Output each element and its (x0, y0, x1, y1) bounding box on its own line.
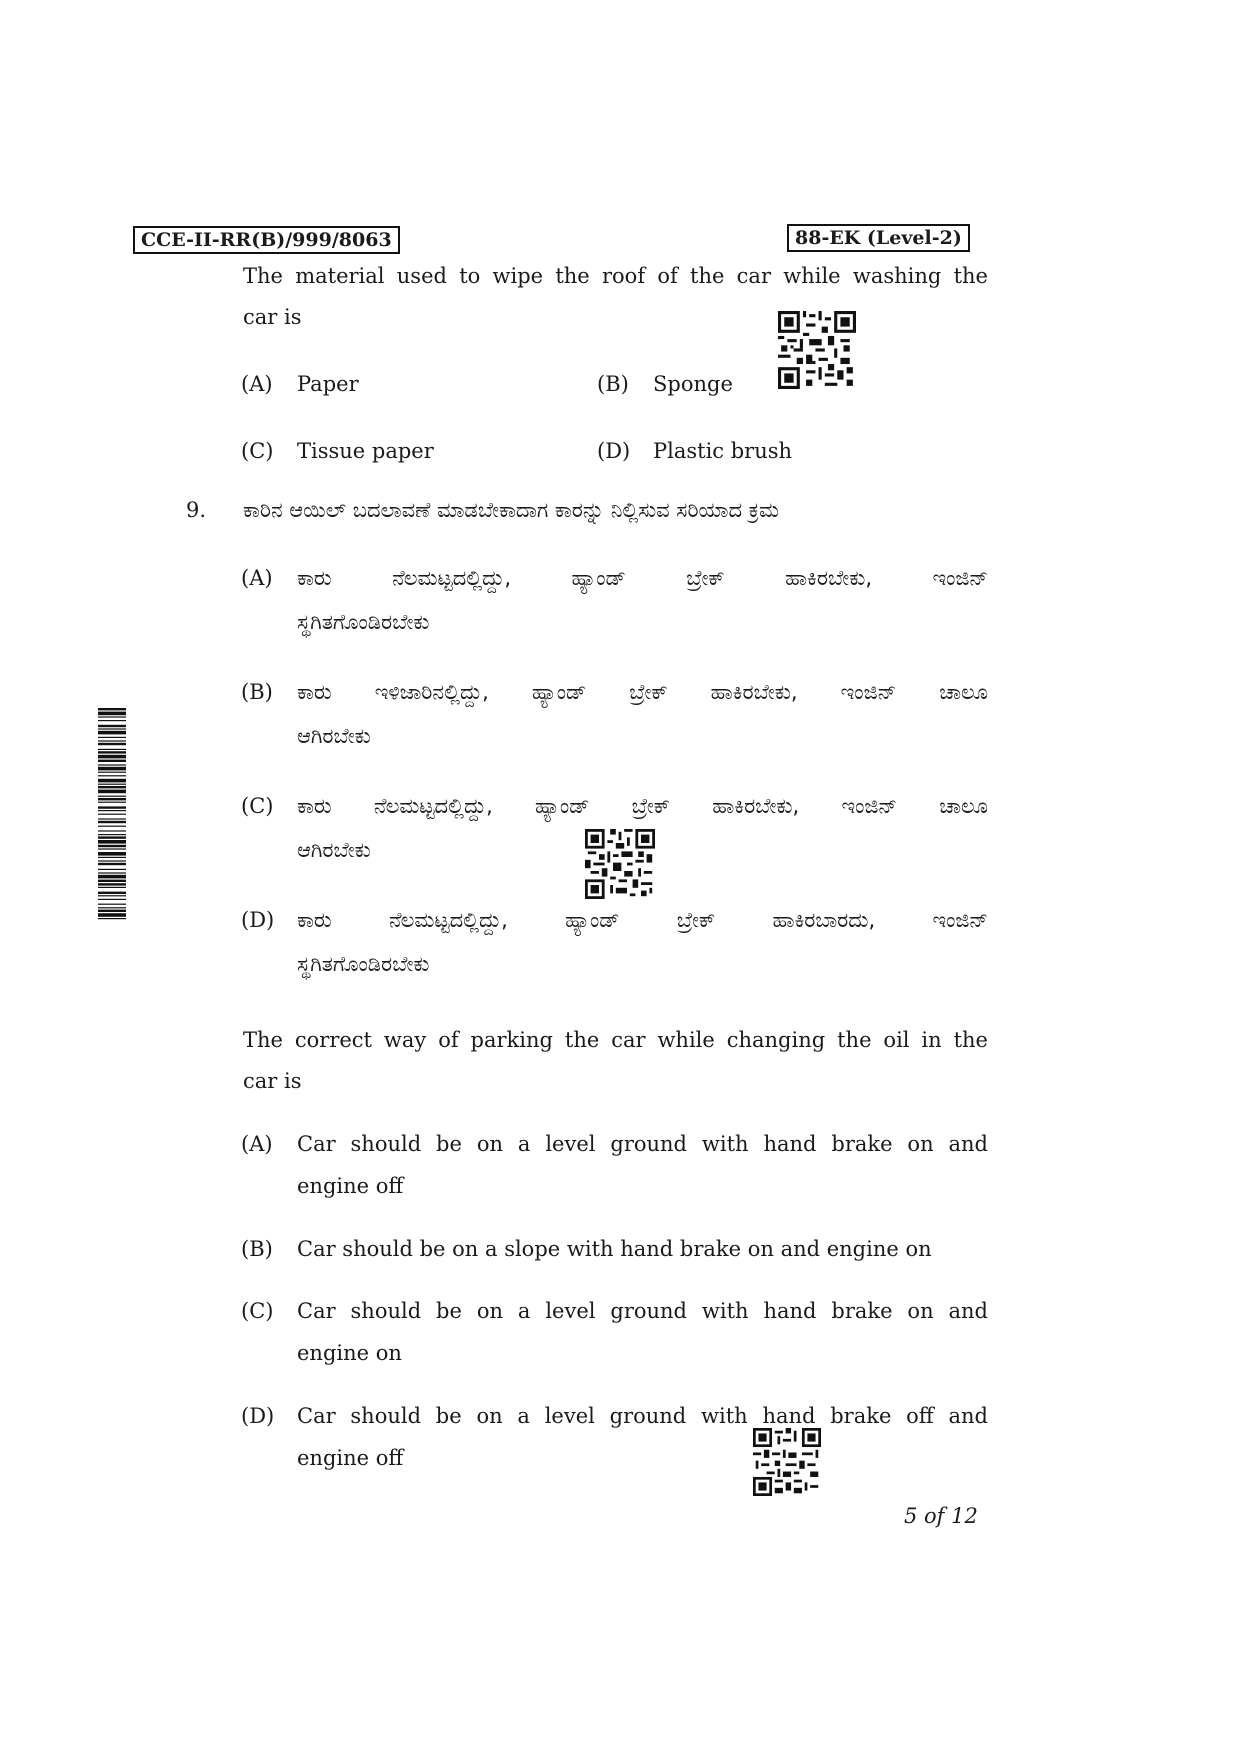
barcode-bar (98, 749, 126, 750)
q9-en-option-a-label: (A) (241, 1132, 273, 1156)
barcode-bar (98, 790, 126, 794)
q9-kn-option-c-label: (C) (241, 794, 274, 818)
barcode-bar (98, 834, 126, 835)
barcode-bar (98, 796, 126, 797)
q8-option-b-label: (B) (597, 372, 629, 396)
barcode-bar (98, 806, 126, 808)
q9-en-option-b-line1: Car should be on a slope with hand brake on and engine on (297, 1237, 932, 1261)
barcode-bar (98, 720, 126, 721)
qr-code-icon (585, 829, 655, 899)
barcode-bar (98, 802, 126, 803)
barcode-bar (98, 798, 126, 800)
barcode-bar (98, 755, 126, 759)
q9-en-option-d-line1: Car should be on a level ground with hand brake off and (297, 1404, 988, 1428)
barcode-bar (98, 899, 126, 900)
barcode-bar (98, 708, 126, 710)
q9-kn-option-a-line1: ಕಾರು ನೆಲಮಟ್ಟದಲ್ಲಿದ್ದು, ಹ್ಯಾಂಡ್ ಬ್ರೇಕ್ ಹಾಕಿರಬೇಕು, ಇಂಜಿನ್ (297, 566, 988, 590)
q8-stem-line2: car is (243, 305, 302, 329)
barcode-icon (98, 708, 126, 1106)
barcode-bar (98, 751, 126, 753)
barcode-bar (98, 728, 126, 729)
q9-en-option-b-label: (B) (241, 1237, 273, 1261)
barcode-bar (98, 821, 126, 823)
barcode-bar (98, 892, 126, 894)
barcode-bar (98, 845, 126, 847)
q9-kn-option-d-label: (D) (241, 908, 275, 932)
q9-english-stem-line2: car is (243, 1069, 302, 1093)
qr-code-icon (778, 311, 856, 389)
barcode-bar (98, 810, 126, 811)
barcode-bar (98, 814, 126, 815)
barcode-bar (98, 716, 126, 717)
q9-kn-option-d-line1: ಕಾರು ನೆಲಮಟ್ಟದಲ್ಲಿದ್ದು, ಹ್ಯಾಂಡ್ ಬ್ರೇಕ್ ಹಾಕಿರಬಾರದು, ಇಂಜಿನ್ (297, 908, 988, 932)
barcode-bar (98, 863, 126, 865)
barcode-bar (98, 883, 126, 885)
q9-en-option-c-label: (C) (241, 1299, 274, 1323)
q8-option-c-label: (C) (241, 439, 274, 463)
barcode-bar (98, 880, 126, 882)
qr-code-icon (753, 1428, 821, 1496)
barcode-bar (98, 918, 126, 919)
q8-option-d-label: (D) (597, 439, 631, 463)
barcode-bar (98, 904, 126, 905)
q8-option-a-text: Paper (297, 372, 359, 396)
barcode-bar (98, 830, 126, 831)
header-right-code: 88-EK (Level-2) (787, 224, 970, 252)
barcode-bar (98, 887, 126, 888)
q8-stem-line1: The material used to wipe the roof of the car while washing the (243, 264, 988, 288)
q9-kn-option-a-line2: ಸ್ಥಗಿತಗೊಂಡಿರಬೇಕು (297, 610, 430, 634)
barcode-bar (98, 779, 126, 783)
barcode-bar (98, 869, 126, 870)
q8-option-a-label: (A) (241, 372, 273, 396)
barcode-bar (98, 786, 126, 788)
barcode-bar (98, 872, 126, 873)
barcode-bar (98, 731, 126, 735)
barcode-bar (98, 760, 126, 762)
barcode-bar (98, 895, 126, 896)
barcode-bar (98, 818, 126, 819)
q9-kn-option-a-label: (A) (241, 566, 273, 590)
q8-option-b-text: Sponge (653, 372, 733, 396)
barcode-bar (98, 826, 126, 827)
barcode-bar (98, 860, 126, 861)
q9-kn-option-b-line1: ಕಾರು ಇಳಿಜಾರಿನಲ್ಲಿದ್ದು, ಹ್ಯಾಂಡ್ ಬ್ರೇಕ್ ಹಾಕಿರಬೇಕು, ಇಂಜಿನ್ ಚಾಲೂ (297, 680, 988, 704)
q9-en-option-d-line2: engine off (297, 1446, 404, 1470)
barcode-bar (98, 913, 126, 917)
barcode-bar (98, 836, 126, 838)
q9-kn-option-b-label: (B) (241, 680, 273, 704)
q9-en-option-a-line1: Car should be on a level ground with hand brake on and (297, 1132, 988, 1156)
barcode-bar (98, 743, 126, 745)
q9-en-option-c-line1: Car should be on a level ground with hand brake on and (297, 1299, 988, 1323)
q9-kn-option-d-line2: ಸ್ಥಗಿತಗೊಂಡಿರಬೇಕು (297, 952, 430, 976)
q9-number: 9. (186, 498, 207, 522)
barcode-bar (98, 857, 126, 858)
barcode-bar (98, 852, 126, 856)
q8-option-d-text: Plastic brush (653, 439, 793, 463)
page-indicator: 5 of 12 (904, 1504, 978, 1528)
barcode-bar (98, 784, 126, 785)
q9-kannada-stem: ಕಾರಿನ ಆಯಿಲ್ ಬದಲಾವಣೆ ಮಾಡಬೇಕಾದಾಗ ಕಾರನ್ನು ನಿಲ್ಲಿಸುವ ಸರಿಯಾದ ಕ್ರಮ (243, 498, 779, 522)
barcode-bar (98, 712, 126, 716)
q9-kn-option-c-line1: ಕಾರು ನೆಲಮಟ್ಟದಲ್ಲಿದ್ದು, ಹ್ಯಾಂಡ್ ಬ್ರೇಕ್ ಹಾಕಿರಬೇಕು, ಇಂಜಿನ್ ಚಾಲೂ (297, 794, 988, 818)
barcode-bar (98, 772, 126, 773)
q9-en-option-a-line2: engine off (297, 1174, 404, 1198)
barcode-bar (98, 775, 126, 776)
barcode-bar (98, 910, 126, 912)
barcode-bar (98, 740, 126, 741)
q8-option-c-text: Tissue paper (297, 439, 434, 463)
q9-en-option-c-line2: engine on (297, 1341, 402, 1365)
header-left-code: CCE-II-RR(B)/999/8063 (133, 226, 400, 254)
barcode-bar (98, 907, 126, 908)
barcode-bar (98, 737, 126, 738)
barcode-bar (98, 725, 126, 727)
q9-kn-option-b-line2: ಆಗಿರಬೇಕು (297, 724, 371, 748)
barcode-bar (98, 848, 126, 849)
q9-en-option-d-label: (D) (241, 1404, 275, 1428)
q9-kn-option-c-line2: ಆಗಿರಬೇಕು (297, 838, 371, 862)
barcode-bar (98, 840, 126, 844)
barcode-bar (98, 767, 126, 771)
q9-english-stem-line1: The correct way of parking the car while changing the oil in the (243, 1028, 988, 1052)
barcode-bar (98, 875, 126, 879)
barcode-bar (98, 764, 126, 765)
